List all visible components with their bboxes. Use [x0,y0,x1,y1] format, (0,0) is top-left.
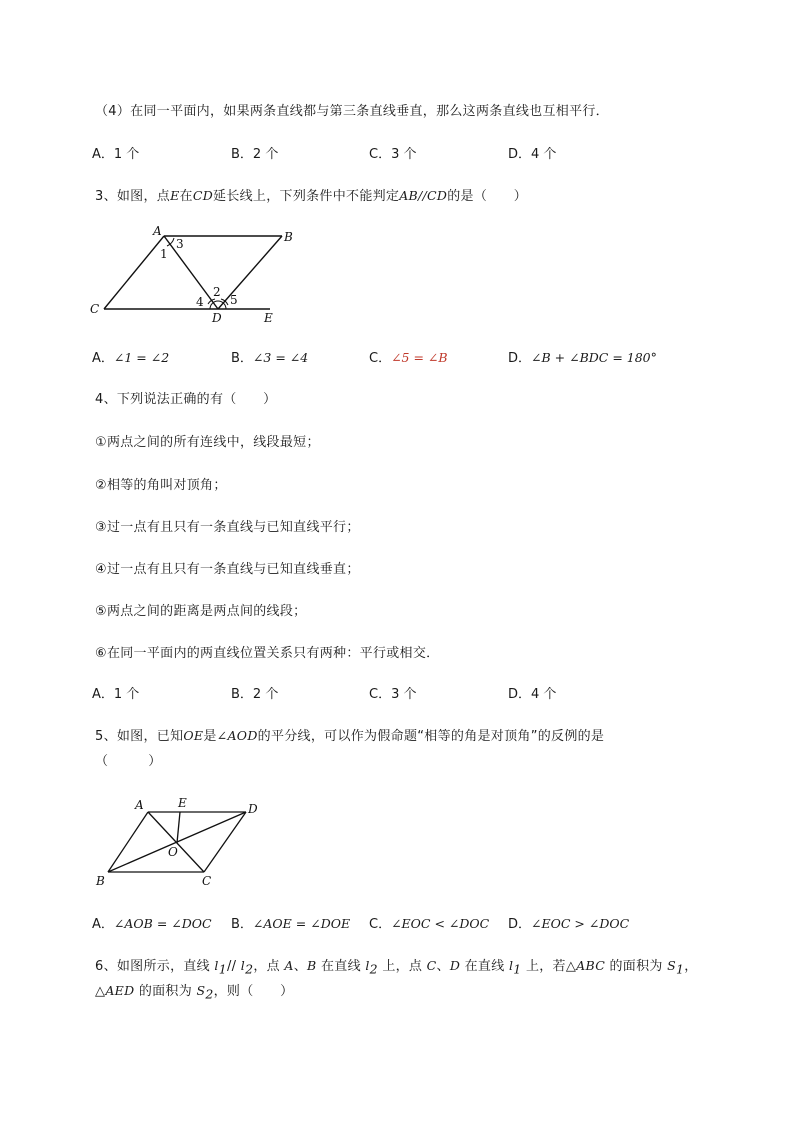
q4-options [92,683,652,703]
option-b[interactable]: B．2 个 [231,687,279,702]
option-c[interactable]: C．3 个 [369,147,417,162]
option-a[interactable]: A．1 个 [92,687,140,702]
option-a[interactable]: A．∠AOB = ∠DOC [92,916,212,932]
label-B: B [96,874,105,888]
q4-item-3: ③过一点有且只有一条直线与已知直线平行； [95,520,360,535]
option-c[interactable]: C．3 个 [369,687,417,702]
option-d[interactable]: D．∠EOC > ∠DOC [508,916,630,932]
q4-item-4: ④过一点有且只有一条直线与已知直线垂直； [95,562,360,577]
option-a[interactable]: A．1 个 [92,147,140,162]
q4-item-6: ⑥在同一平面内的两直线位置关系只有两种：平行或相交． [95,646,440,661]
q3-figure [88,225,308,325]
q5-figure [92,795,272,890]
q5-paren: （ ） [95,754,162,769]
q4-item-5: ⑤两点之间的距离是两点间的线段； [95,604,307,619]
q-prev-item4: （4）在同一平面内，如果两条直线都与第三条直线垂直，那么这两条直线也互相平行． [95,104,609,119]
angle-label-2: 2 [213,285,221,299]
option-b[interactable]: B．2 个 [231,147,279,162]
q6-stem-line1: 6、如图所示，直线 $l_1//$ $l_2$，点 A、B 在直线 $l_2$ 上，点 C、D 在直线 $l_1$ 上，若△ABC 的面积为 $S_1$， [95,958,698,977]
label-A: A [135,798,144,812]
label-E: E [178,796,187,810]
angle-label-5: 5 [230,293,238,307]
label-C: C [90,302,100,316]
angle-label-1: 1 [160,247,168,261]
option-b[interactable]: B．∠3 = ∠4 [231,350,309,366]
q5-stem: 5、如图，已知OE是∠AOD的平分线，可以作为假命题“相等的角是对顶角”的反例的是 [95,728,605,744]
label-A: A [153,225,162,238]
label-C: C [202,874,212,888]
option-c[interactable]: C．∠5 = ∠B [369,350,448,366]
label-E: E [264,311,273,325]
label-O: O [168,845,178,859]
q4-item-1: ①两点之间的所有连线中，线段最短； [95,435,320,450]
option-a[interactable]: A．∠1 = ∠2 [92,350,170,366]
label-B: B [284,230,293,244]
option-d[interactable]: D．∠B + ∠BDC = 180° [508,350,657,366]
q-prev-options [92,143,652,163]
angle-label-3: 3 [176,237,184,251]
label-D: D [212,311,222,325]
q6-stem-line2: △AED 的面积为 $S_2$，则（ ） [95,983,294,1002]
q4-item-2: ②相等的角叫对顶角； [95,478,227,493]
option-d[interactable]: D．4 个 [508,687,557,702]
q4-stem: 4、下列说法正确的有（ ） [95,392,277,407]
option-d[interactable]: D．4 个 [508,147,557,162]
option-c[interactable]: C．∠EOC < ∠DOC [369,916,490,932]
option-b[interactable]: B．∠AOE = ∠DOE [231,916,351,932]
angle-label-4: 4 [196,295,204,309]
q5-options [92,913,652,933]
label-D: D [248,802,258,816]
q3-options [92,347,657,367]
q3-stem: 3、如图，点E在CD延长线上，下列条件中不能判定AB//CD的是（ ） [95,188,528,204]
